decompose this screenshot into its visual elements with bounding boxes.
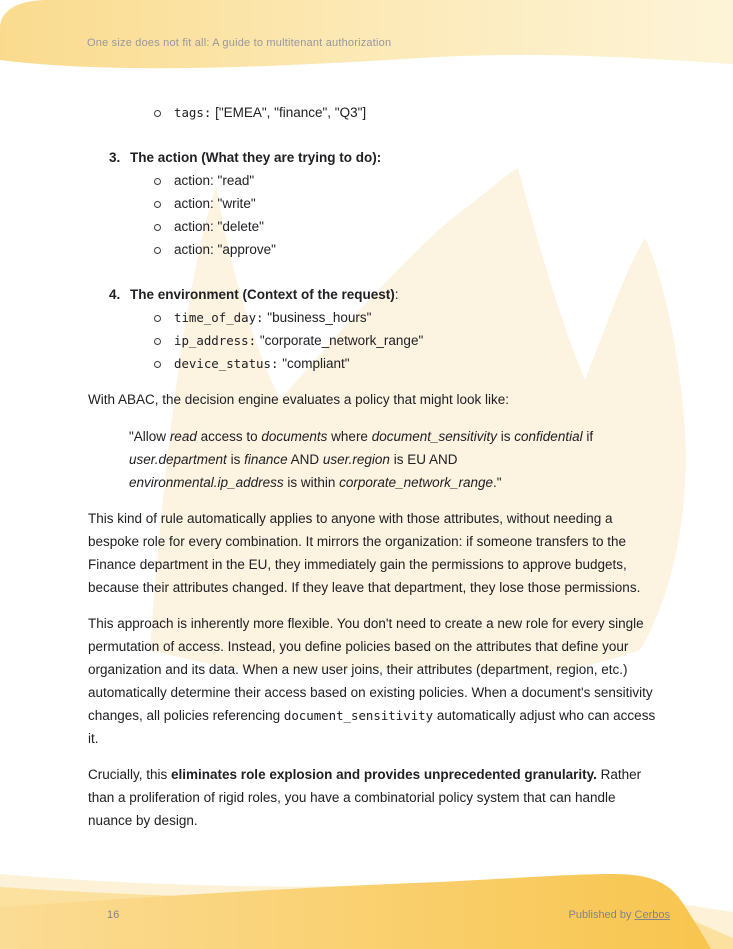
- heading-bold: The environment (Context of the request): [130, 287, 395, 302]
- paragraph-2-post: automatically adjust who can access it.: [88, 708, 656, 746]
- list-item: [88, 306, 660, 329]
- list-number: 3.: [109, 150, 121, 165]
- list-number: 4.: [109, 287, 121, 302]
- inline-code: document_sensitivity: [283, 708, 434, 723]
- list-item: action: "delete": [88, 215, 660, 238]
- attr-value: "compliant": [278, 356, 350, 371]
- document-content: [88, 0, 660, 832]
- published-by-text: Published by: [568, 909, 635, 921]
- page-header-title: One size does not fit all: A guide to multitenant authorization: [87, 37, 392, 49]
- list-item: action: "read": [88, 169, 660, 192]
- action-bullet-list: [88, 169, 660, 261]
- numbered-heading-3: [88, 146, 660, 169]
- paragraph-1: This kind of rule automatically applies to anyone with those attributes, without needing a bespoke role for every combination. It mirrors the organization: if someone transfers to the Finance department in the EU, they immediately gain the permissions to approve budgets, because their attributes changed. If they leave that department, they lose those permissions.: [88, 511, 641, 595]
- code-key: ip_address:: [174, 333, 257, 348]
- list-item-tags: [88, 101, 660, 124]
- attr-value: "business_hours": [263, 310, 372, 325]
- paragraph-2-pre: This approach is inherently more flexible. You don't need to create a new role for every single permutation of access. Instead, you define policies based on the attributes that define your organization and its data. When a new user joins, their attributes (department, region, etc.) automatically determine their access based on existing policies. When a document's sensitivity changes, all policies referencing: [88, 616, 653, 723]
- list-item: [88, 329, 660, 352]
- paragraph-3-bold: eliminates role explosion and provides unprecedented granularity.: [171, 767, 597, 782]
- list-item: action: "write": [88, 192, 660, 215]
- bottom-wave-decoration: [0, 860, 733, 949]
- publisher-credit: [568, 909, 670, 921]
- heading-text: [130, 283, 399, 306]
- paragraph-3-pre: Crucially, this: [88, 767, 172, 782]
- environment-bullet-list: [88, 306, 660, 375]
- attr-value: "corporate_network_range": [256, 333, 424, 348]
- code-key: device_status:: [174, 356, 279, 371]
- cerbos-link[interactable]: Cerbos: [634, 909, 670, 921]
- list-item: action: "approve": [88, 238, 660, 261]
- paragraph-intro: With ABAC, the decision engine evaluates a policy that might look like:: [88, 392, 509, 407]
- policy-quote: "Allow read access to documents where document_sensitivity is confidential if user.department is finance AND user.region is EU AND environmental.ip_address is within corporate_network_range.": [129, 429, 594, 490]
- list-item: [88, 352, 660, 375]
- numbered-heading-4: [88, 283, 660, 306]
- paragraph-3-post: Rather than a proliferation of rigid roles, you have a combinatorial policy system that can handle nuance by design.: [88, 767, 642, 828]
- tags-value: ["EMEA", "finance", "Q3"]: [211, 105, 367, 120]
- page-number: 16: [107, 909, 120, 921]
- code-key: time_of_day:: [174, 310, 264, 325]
- code-key: tags:: [174, 105, 212, 120]
- paragraph-2: [88, 612, 660, 750]
- heading-suffix: :: [394, 287, 399, 302]
- heading-text: The action (What they are trying to do):: [130, 150, 382, 165]
- paragraph-3: [88, 763, 660, 832]
